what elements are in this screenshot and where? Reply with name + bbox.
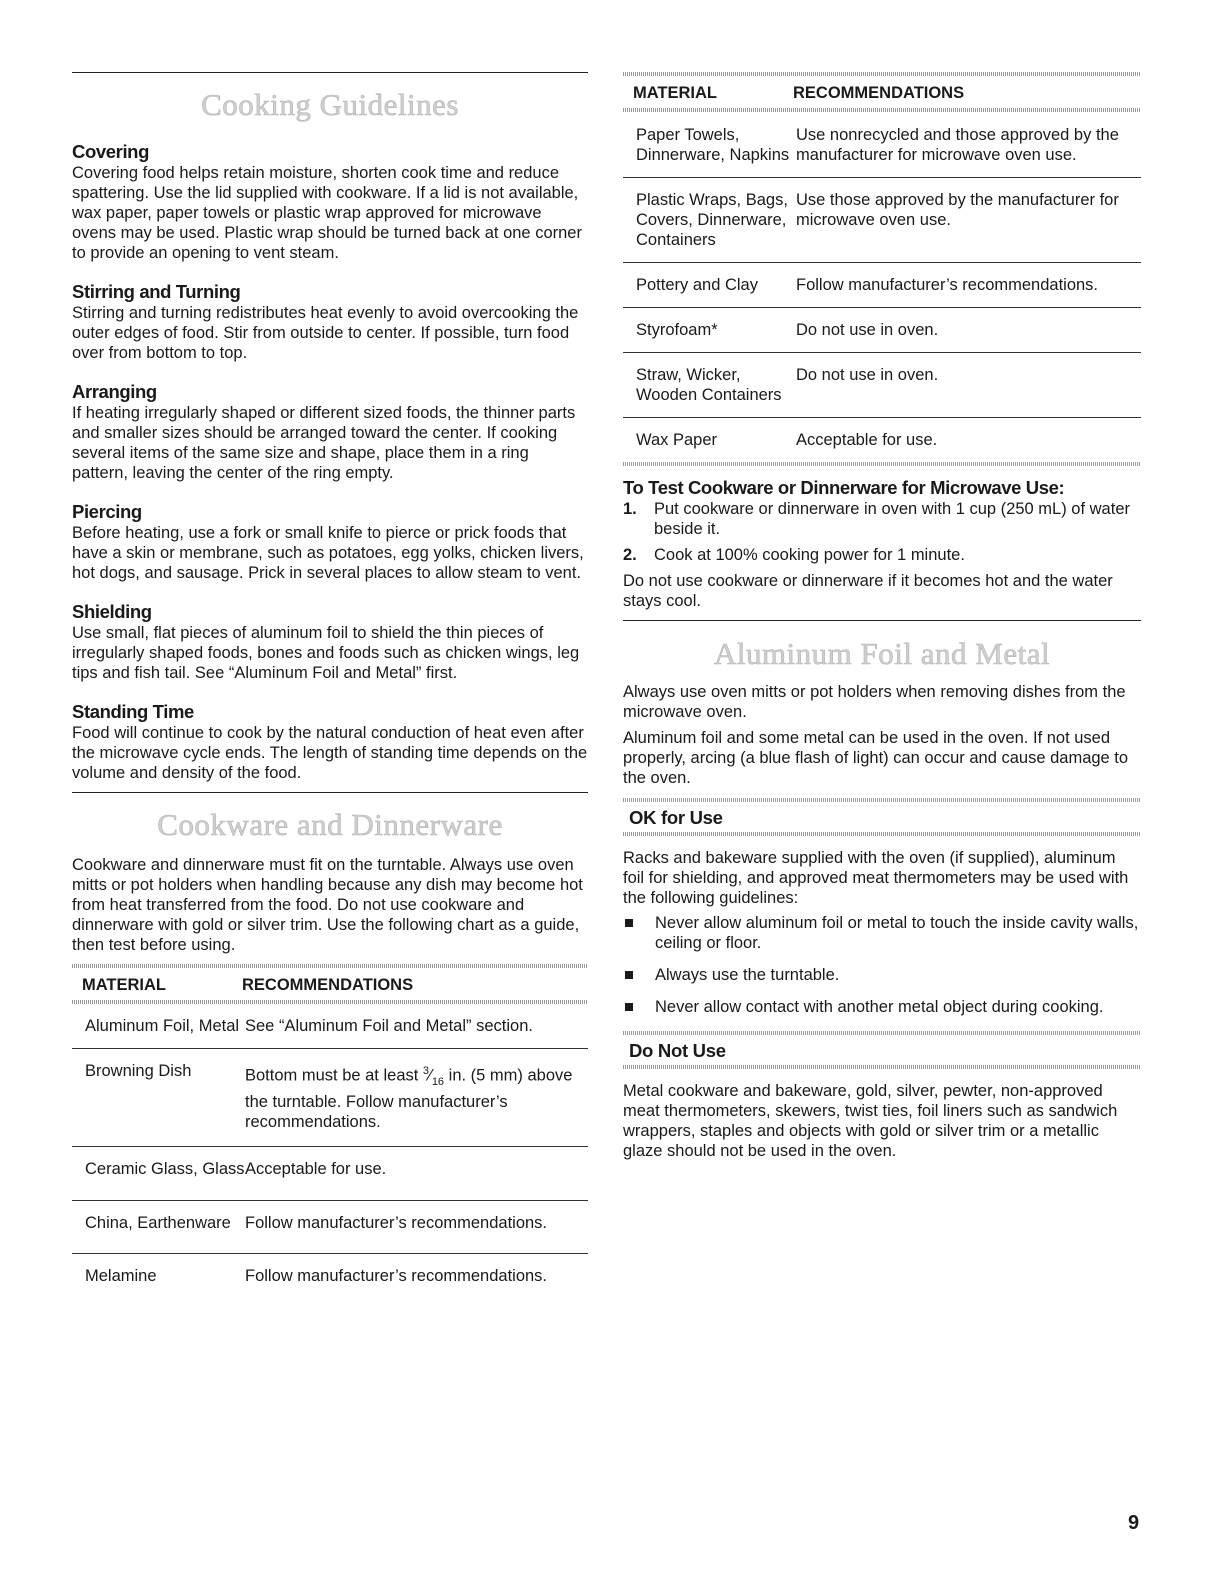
test-step <box>623 545 1141 565</box>
subhead-hatch-bottom <box>623 1065 1141 1069</box>
header-recommendations: RECOMMENDATIONS <box>793 84 965 102</box>
material-cell: Aluminum Foil, Metal <box>85 1017 240 1035</box>
table-row <box>72 1254 588 1286</box>
material-cell: Pottery and Clay <box>636 276 758 294</box>
section-text: Before heating, use a fork or small knife to pierce or prick foods that have a skin or membrane, such as potatoes, egg yolks, chicken livers, hot dogs, and sausage. Prick in several places to allow steam to vent. <box>72 524 584 582</box>
recommendation-cell: Do not use in oven. <box>796 366 939 384</box>
table-row <box>72 1004 588 1048</box>
recommendation-cell: Use nonrecycled and those approved by the manufacturer for microwave oven use. <box>796 126 1119 164</box>
do-not-use-heading: Do Not Use <box>629 1040 726 1061</box>
recommendation-cell: Bottom must be at least $^3⁄_{16}$ in. (5 mm) above the turntable. Follow manufacturer’s recommendations. <box>245 1065 573 1131</box>
bullet-square-icon <box>623 965 655 985</box>
header-material: MATERIAL <box>82 976 167 994</box>
header-material: MATERIAL <box>633 84 718 102</box>
aluminum-title: Aluminum Foil and Metal <box>713 636 1051 671</box>
ok-bullets <box>623 913 1141 1017</box>
table-row <box>623 112 1141 177</box>
recommendation-cell: Acceptable for use. <box>245 1159 387 1178</box>
cookware-intro: Cookware and dinnerware must fit on the turntable. Always use oven mitts or pot holders when handling because any dish may become hot from heat transferred from the food. Do not use cookware and dinnerware with gold or silver trim. Use the following chart as a guide, then test before using. <box>72 856 583 954</box>
section-text: If heating irregularly shaped or different sized foods, the thinner parts and smaller sizes should be arranged toward the center. If cooking several items of the same size and shape, place them in a ring pattern, leaving the center of the ring empty. <box>72 404 576 482</box>
table-row <box>623 308 1141 352</box>
right-column <box>623 72 1141 1161</box>
test-heading: To Test Cookware or Dinnerware for Microwave Use: <box>623 477 1065 498</box>
bullet-text: Always use the turntable. <box>655 966 840 984</box>
recommendation-cell: Follow manufacturer’s recommendations. <box>796 276 1099 294</box>
material-table-right <box>623 112 1141 466</box>
test-step <box>623 499 1141 539</box>
bullet-square-icon <box>623 913 655 953</box>
aluminum-p1: Always use oven mitts or pot holders when removing dishes from the microwave oven. <box>623 683 1126 721</box>
table-header <box>72 968 588 1000</box>
material-cell: China, Earthenware <box>85 1213 231 1232</box>
recommendation-cell: Acceptable for use. <box>796 431 938 449</box>
section-heading: Standing Time <box>72 701 194 722</box>
material-cell: Plastic Wraps, Bags, Covers, Dinnerware, Containers <box>636 191 788 249</box>
section-text: Covering food helps retain moisture, shorten cook time and reduce spattering. Use the lid supplied with cookware. If a lid is not available, wax paper, paper towels or plastic wrap approved for microwave ovens may be used. Plastic wrap should be turned back at one corner to provide an opening to vent steam. <box>72 164 582 262</box>
piercing-section <box>72 501 588 583</box>
bullet-text: Never allow aluminum foil or metal to touch the inside cavity walls, ceiling or floor. <box>655 914 1139 952</box>
bullet-square-icon <box>623 997 655 1017</box>
table-row <box>623 353 1141 417</box>
table-row <box>72 1147 588 1200</box>
bullet-item <box>623 913 1141 953</box>
material-cell: Browning Dish <box>85 1062 192 1080</box>
header-recommendations: RECOMMENDATIONS <box>242 976 414 994</box>
table-row <box>72 1049 588 1146</box>
recommendation-cell: Do not use in oven. <box>796 321 939 339</box>
step-text: Put cookware or dinnerware in oven with 1 cup (250 mL) of water beside it. <box>654 500 1130 538</box>
section-heading: Arranging <box>72 381 157 402</box>
ok-for-use-heading: OK for Use <box>629 807 723 828</box>
section-rule <box>623 620 1141 621</box>
arranging-section <box>72 381 588 483</box>
test-steps <box>623 499 1141 565</box>
aluminum-p2: Aluminum foil and some metal can be used in the oven. If not used properly, arcing (a blue flash of light) can occur and cause damage to the oven. <box>623 729 1129 787</box>
table-row <box>623 418 1141 462</box>
material-cell: Styrofoam* <box>636 321 718 339</box>
left-column <box>72 72 588 1286</box>
step-number: 1. <box>623 500 637 518</box>
table-row <box>623 263 1141 307</box>
table-row <box>623 178 1141 262</box>
cookware-title: Cookware and Dinnerware <box>157 807 503 842</box>
bullet-text: Never allow contact with another metal object during cooking. <box>655 998 1104 1016</box>
standing-time-section <box>72 701 588 783</box>
material-cell: Paper Towels, Dinnerware, Napkins <box>636 126 790 164</box>
section-text: Use small, flat pieces of aluminum foil to shield the thin pieces of irregularly shaped foods, bones and foods such as chicken wings, leg tips and fish tail. See “Aluminum Foil and Metal” first. <box>72 624 580 682</box>
recommendation-cell: Follow manufacturer’s recommendations. <box>245 1213 548 1232</box>
section-heading: Shielding <box>72 601 152 622</box>
shielding-section <box>72 601 588 683</box>
table-hatch-bottom <box>623 462 1141 466</box>
material-cell: Ceramic Glass, Glass <box>85 1159 245 1178</box>
ok-text: Racks and bakeware supplied with the oven (if supplied), aluminum foil for shielding, and approved meat thermometers may be used with the following guidelines: <box>623 849 1129 907</box>
page-number: 9 <box>1128 1512 1140 1534</box>
covering-section <box>72 141 588 263</box>
stirring-section <box>72 281 588 363</box>
recommendation-cell: See “Aluminum Foil and Metal” section. <box>245 1017 533 1035</box>
subhead-hatch-bottom <box>623 832 1141 836</box>
test-section <box>623 477 1141 611</box>
table-header <box>623 76 1141 108</box>
material-cell: Melamine <box>85 1266 157 1285</box>
section-text: Stirring and turning redistributes heat evenly to avoid overcooking the outer edges of food. Stir from outside to center. If possible, turn food over from bottom to top. <box>72 304 579 362</box>
table-row <box>72 1201 588 1253</box>
section-heading: Stirring and Turning <box>72 281 241 302</box>
test-note: Do not use cookware or dinnerware if it becomes hot and the water stays cool. <box>623 572 1113 610</box>
bullet-item <box>623 997 1141 1017</box>
material-cell: Wax Paper <box>636 431 718 449</box>
recommendation-cell: Follow manufacturer’s recommendations. <box>245 1266 548 1285</box>
material-cell: Straw, Wicker, Wooden Containers <box>636 366 782 404</box>
material-table-left <box>72 964 588 1286</box>
step-text: Cook at 100% cooking power for 1 minute. <box>654 546 965 564</box>
cooking-guidelines-title: Cooking Guidelines <box>201 87 459 122</box>
section-rule <box>72 792 588 793</box>
recommendation-cell: Use those approved by the manufacturer for microwave oven use. <box>796 191 1119 229</box>
section-rule <box>72 72 588 73</box>
bullet-item <box>623 965 1141 985</box>
section-text: Food will continue to cook by the natural conduction of heat even after the microwave cycle ends. The length of standing time depends on the volume and density of the food. <box>72 724 588 782</box>
do-not-use-text: Metal cookware and bakeware, gold, silver, pewter, non-approved meat thermometers, skewers, twist ties, foil liners such as sandwich wrappers, staples and objects with gold or silver trim or a metallic glaze should not be used in the oven. <box>623 1082 1118 1160</box>
section-heading: Piercing <box>72 501 142 522</box>
section-heading: Covering <box>72 141 149 162</box>
step-number: 2. <box>623 546 637 564</box>
